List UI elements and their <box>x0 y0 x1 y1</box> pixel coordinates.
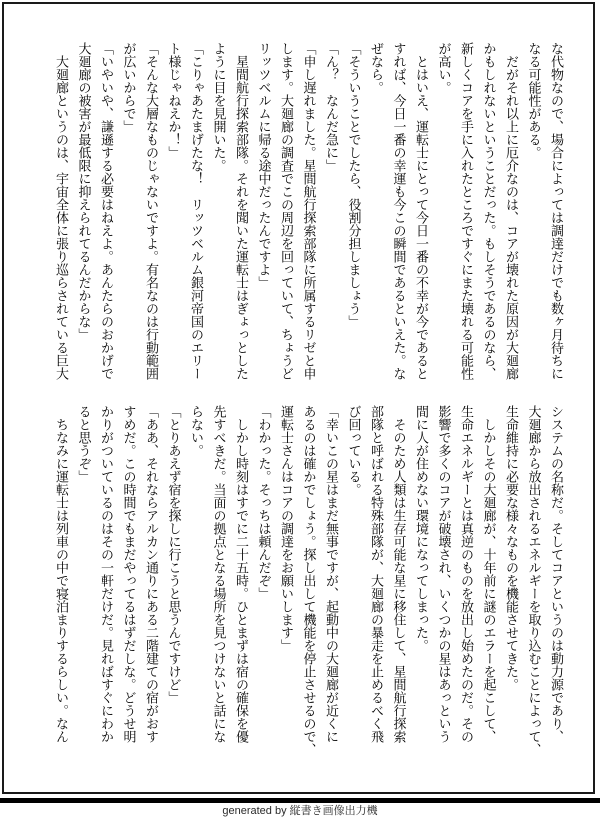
text-line: 「ん？ なんだ急に」 <box>324 42 339 172</box>
generator-credit-text: generated by 縦書き画像出力機 <box>222 805 378 817</box>
text-line: ちなみに運転士は列車の中で寝泊まりするらしい。なん <box>54 405 69 743</box>
text-line: 「申し遅れました。星間航行探索部隊に所属するリゼと申 <box>301 42 317 380</box>
text-line: かもしれないということだった。もしそうであるのなら、 <box>481 42 497 380</box>
text-line: 大廻廊から放出されるエネルギーを取り込むことによって、 <box>526 405 542 756</box>
text-line: 部隊と呼ばれる特殊部隊が、大廻廊の暴走を止めるべく飛 <box>369 405 384 743</box>
text-line: が広いからで」 <box>121 42 137 133</box>
text-line: 間に人が住めない環境になってしまった。 <box>414 405 429 652</box>
footer-divider-bar <box>0 798 600 803</box>
text-line: 「いやいや、謙遜する必要はねえよ。あんたらのおかげで <box>99 42 114 380</box>
text-line: システムの名称だ。そしてコアというのは動力源であり、 <box>549 405 564 743</box>
text-line: 生命エネルギーとは真逆のものを放出し始めたのだ。その <box>459 405 474 743</box>
text-line: だがそれ以上に厄介なのは、コアが壊れた原因が大廻廊 <box>504 42 519 380</box>
vertical-text-block-lower <box>50 405 568 756</box>
text-line: ると思うぞ」 <box>76 405 92 483</box>
text-line: 「とりあえず宿を探しに行こうと思うんですけど」 <box>166 405 182 704</box>
text-line: 大廻廊の被害が最低限に抑えられてるんだからな」 <box>76 42 92 341</box>
text-line: 新しくコアを手に入れたところですぐにまた壊れる可能性 <box>459 42 474 380</box>
text-line: ぜなら。 <box>369 42 384 94</box>
text-line: び回っている。 <box>346 405 362 496</box>
text-line: 生命維持に必要な様々なものを機能させてきた。 <box>504 405 519 691</box>
text-line: らない。 <box>189 405 204 457</box>
text-line: 影響で多くのコアが破壊され、いくつかの星はあっという <box>436 405 452 743</box>
text-line: 「そんな大層なものじゃないですよ。有名なのは行動範囲 <box>144 42 159 380</box>
text-line: ように目を見開いた。 <box>211 42 227 172</box>
text-line: とはいえ、運転士にとって今日一番の不幸が今であると <box>414 42 429 380</box>
text-line: 「こりゃあたまげたな！ リッツベルム銀河帝国のエリー <box>189 42 204 380</box>
text-line: 「そういうことでしたら、役割分担しましょう」 <box>346 42 362 328</box>
text-line: そのため人類は生存可能な星に移住して、星間航行探索 <box>391 405 407 743</box>
text-line: すめだ。この時間でもまだやってるはずだしな。どうせ明 <box>121 405 137 743</box>
text-line: かりがついているのはその一軒だけだ。見ればすぐにわか <box>99 405 114 743</box>
text-line: 大廻廊というのは、宇宙全体に張り巡らされている巨大 <box>54 42 69 380</box>
text-line: 「わかった。そっちは頼んだぞ」 <box>256 405 272 600</box>
text-line: リッツベルムに帰る途中だったんですよ」 <box>256 42 272 289</box>
vertical-text-block-upper <box>50 42 568 387</box>
text-line: ト様じゃねえか！」 <box>166 42 182 159</box>
text-line: 星間航行探索部隊。それを聞いた運転士はぎょっとした <box>234 42 249 380</box>
text-line: あるのは確かでしょう。探し出して機能を停止させるので、 <box>301 405 317 756</box>
text-line: しかしその大廻廊が、十年前に謎のエラーを起こして、 <box>481 405 497 743</box>
text-line: すれば、今日一番の幸運も今この瞬間であるといえた。な <box>391 42 407 380</box>
text-line: 「幸いこの星はまだ無事ですが、起動中の大廻廊が近くに <box>324 405 339 743</box>
text-line: なる可能性がある。 <box>526 42 542 159</box>
text-line: します。大廻廊の調査でこの周辺を回っていて、ちょうど <box>279 42 294 380</box>
page-border <box>2 2 595 794</box>
text-line: な代物なので、場合によっては調達だけでも数ヶ月待ちに <box>549 42 564 380</box>
text-line: 先すべきだ。当面の拠点となる場所を見つけないと話にな <box>211 405 227 743</box>
text-line: 「ああ、それならアルカン通りにある二階建ての宿がおす <box>144 405 159 743</box>
text-line: が高い。 <box>436 42 452 94</box>
text-line: しかし時刻はすでに二十五時。ひとまずは宿の確保を優 <box>234 405 249 743</box>
text-line: 運転士さんはコアの調達をお願いします」 <box>279 405 294 652</box>
